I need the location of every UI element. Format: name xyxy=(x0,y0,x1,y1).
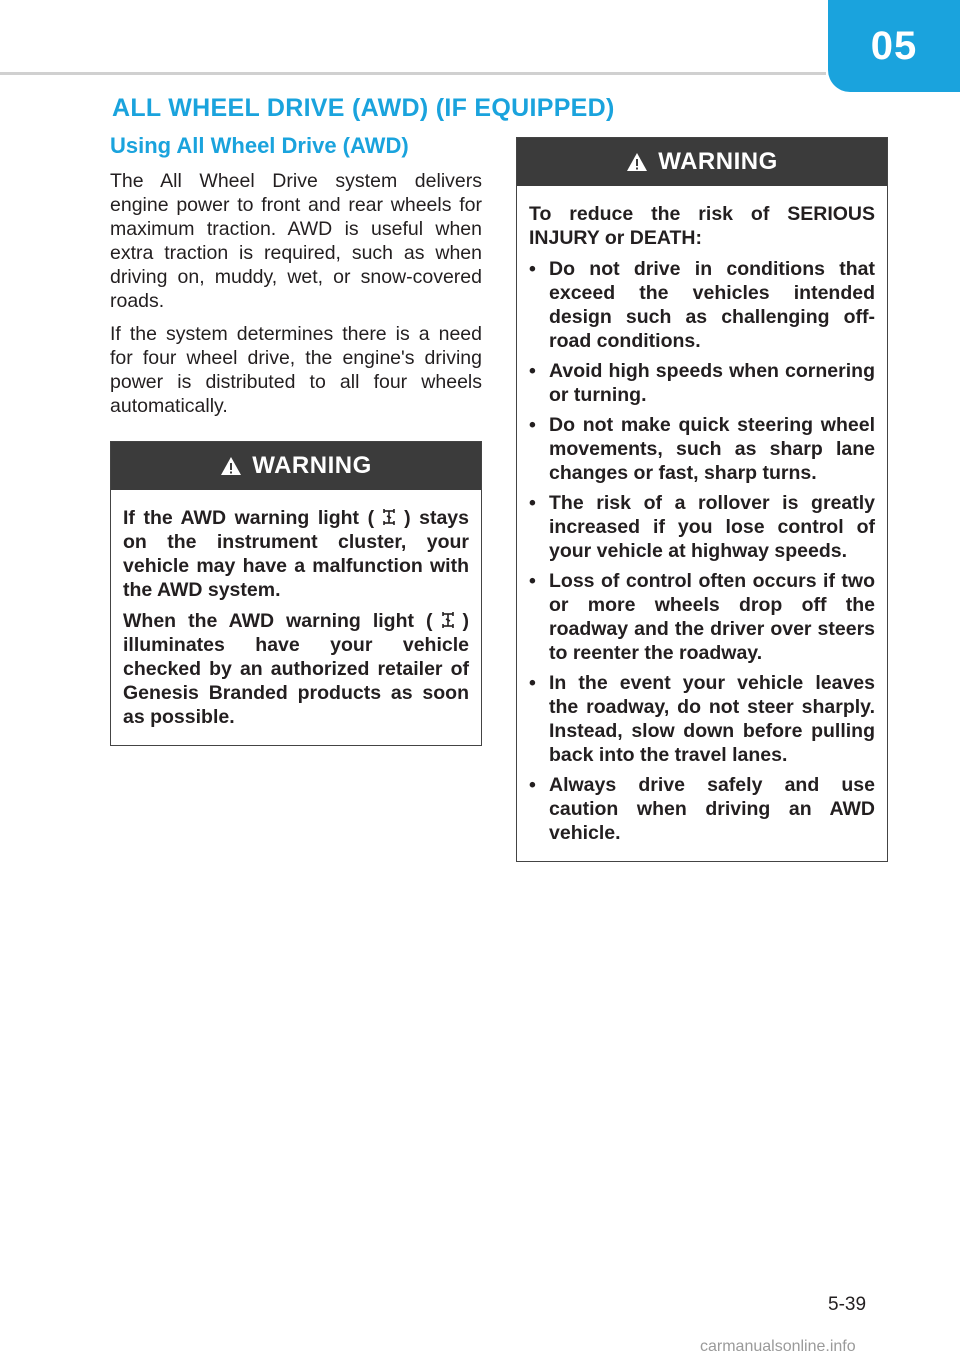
warning-body xyxy=(111,490,481,745)
section-title: ALL WHEEL DRIVE (AWD) (IF EQUIPPED) xyxy=(112,94,615,122)
chapter-tab: 05 xyxy=(828,0,960,92)
warning-intro: To reduce the risk of SERIOUS INJURY or DEATH: xyxy=(529,203,875,249)
watermark: carmanualsonline.info xyxy=(700,1338,856,1355)
awd-warning-light-icon xyxy=(439,610,457,630)
warning-paragraph-1 xyxy=(123,506,469,602)
header-rule xyxy=(0,72,826,75)
warning-triangle-icon xyxy=(626,152,648,172)
warning-text: ) stays on the instrument cluster, your vehicle may have a malfunction with the AWD system. xyxy=(123,507,469,601)
page-number: 5-39 xyxy=(828,1294,867,1315)
warning-label: WARNING xyxy=(252,452,372,479)
warning-header xyxy=(517,138,887,186)
list-item: • Do not make quick steering wheel movements, such as sharp lane changes or fast, sharp turns. xyxy=(529,413,875,485)
warning-text: When the AWD warning light ( xyxy=(123,610,433,632)
list-item: • Loss of control often occurs if two or more wheels drop off the roadway and the driver over steers to reenter the roadway. xyxy=(529,569,875,665)
body-paragraph-2: If the system determines there is a need for four wheel drive, the engine's driving power is distributed to all four wheels automatically. xyxy=(110,323,482,417)
warning-label: WARNING xyxy=(658,148,778,175)
warning-triangle-icon xyxy=(220,456,242,476)
awd-warning-light-icon xyxy=(380,507,398,527)
warning-text: ) illuminates have your vehicle checked by an authorized retailer of Genesis Branded products as soon as possible. xyxy=(123,610,469,728)
list-item: • The risk of a rollover is greatly increased if you lose control of your vehicle at highway speeds. xyxy=(529,491,875,563)
awd-driving-warning-box xyxy=(516,137,888,862)
awd-light-warning-box xyxy=(110,441,482,746)
warning-bullet-list xyxy=(529,257,875,845)
list-item: • Do not drive in conditions that exceed the vehicles intended design such as challenging off-road conditions. xyxy=(529,257,875,353)
sub-heading: Using All Wheel Drive (AWD) xyxy=(110,133,409,158)
warning-text: If the AWD warning light ( xyxy=(123,507,375,529)
list-item: • Always drive safely and use caution when driving an AWD vehicle. xyxy=(529,773,875,845)
list-item: • Avoid high speeds when cornering or turning. xyxy=(529,359,875,407)
warning-body xyxy=(517,186,887,861)
main-column xyxy=(110,133,482,427)
body-paragraph-1: The All Wheel Drive system delivers engine power to front and rear wheels for maximum traction. AWD is useful when extra traction is required, such as when driving on, muddy, wet, or snow-covered roads. xyxy=(110,170,482,312)
list-item: • In the event your vehicle leaves the roadway, do not steer sharply. Instead, slow down before pulling back into the travel lanes. xyxy=(529,671,875,767)
warning-paragraph-2 xyxy=(123,609,469,729)
warning-header xyxy=(111,442,481,490)
